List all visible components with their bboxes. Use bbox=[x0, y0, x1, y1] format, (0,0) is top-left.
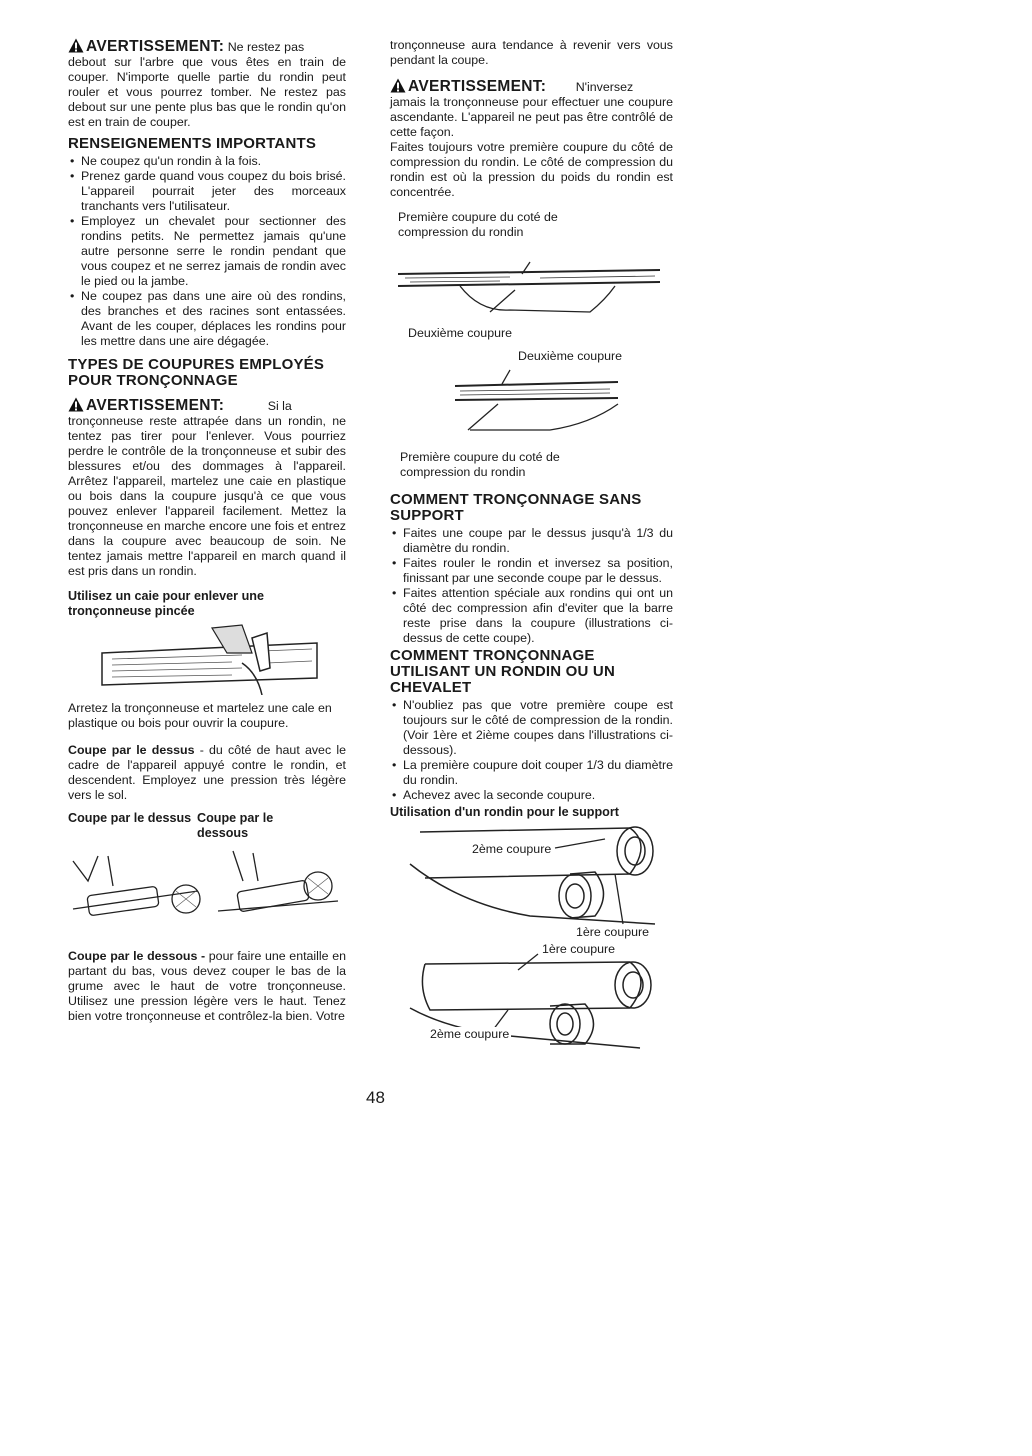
figure-caption-bottom-cut: Coupe par le dessous bbox=[197, 811, 274, 840]
log-support-figure-1 bbox=[390, 824, 673, 942]
compression-bottom-illustration bbox=[390, 364, 673, 444]
list-item: • Faites une coupe par le dessus jusqu'à 1/3 du diamètre du rondin. bbox=[390, 526, 673, 556]
fig3-label-2nd-cut: 2ème coupure bbox=[472, 842, 552, 856]
list-item: • Faites rouler le rondin et inversez sa position, finissant par une seconde coupe par le dessus. bbox=[390, 556, 673, 586]
warning-2: AVERTISSEMENT: Si la tronçonneuse reste attrapée dans un rondin, ne tentez pas tirer pour l'enlever. Vous pourriez perdre le contrôle de la tronçonneuse et subir des blessures et/ou des dommages à l'appareil. Arrêtez l'appareil, martelez une caie en plastique ou bois dans la coupure jusqu'à ce que vous pouvez enlever l'appareil facilement. Mettez la tronçonneuse en marche encore une fois et entrez dans la coupure avec beaucoup de soin. Ne tentez jamais mettre l'appareil en march quand il est pris dans un rondin. bbox=[68, 397, 346, 578]
no-support-list bbox=[390, 526, 673, 646]
warning-triangle-icon bbox=[68, 397, 84, 412]
bottom-cut-label: Coupe par le dessous - bbox=[68, 949, 206, 963]
section-title: COMMENT TRONÇONNAGE UTILISANT UN RONDIN OU UN CHEVALET bbox=[390, 647, 615, 696]
log-support-figure-2 bbox=[390, 942, 673, 1052]
cut-figures bbox=[68, 811, 346, 841]
section-title: TYPES DE COUPURES EMPLOYÉS POUR TRONÇONNAGE bbox=[68, 356, 325, 389]
list-item: • La première coupure doit couper 1/3 du diamètre du rondin. bbox=[390, 758, 673, 788]
list-item: • N'oubliez pas que votre première coupe est toujours sur le côté de compression de la rondin. (Voir 1ère et 2ième coupes dans l'illustrations ci-dessous). bbox=[390, 698, 673, 758]
page-number: 48 bbox=[366, 1088, 385, 1107]
left-column bbox=[68, 38, 346, 1024]
compression-text: Faites toujours votre première coupure du côté de compression du rondin. Le côté de compression du rondin est où la pression du poids du rondin est concentrée. bbox=[390, 140, 673, 199]
list-item: • Achevez avec la seconde coupure. bbox=[390, 788, 673, 803]
warning-1 bbox=[68, 38, 346, 130]
list-item: • Ne coupez qu'un rondin à la fois. bbox=[68, 154, 346, 169]
section-title: COMMENT TRONÇONNAGE SANS SUPPORT bbox=[390, 491, 642, 524]
warning-triangle-icon bbox=[68, 38, 84, 53]
right-column bbox=[390, 38, 673, 1052]
important-info-list bbox=[68, 154, 346, 349]
fig4-label-2nd-cut: 2ème coupure bbox=[430, 1027, 510, 1041]
wedge-caption: Arretez la tronçonneuse et martelez une cale en plastique ou bois pour ouvrir la coupure. bbox=[68, 701, 332, 730]
fig4-label-1st-cut: 1ère coupure bbox=[542, 942, 616, 956]
section-title: RENSEIGNEMENTS IMPORTANTS bbox=[68, 135, 317, 152]
top-cut-label: Coupe par le dessus bbox=[68, 743, 195, 757]
warning-heading: AVERTISSEMENT: Ne restez pas bbox=[68, 38, 304, 55]
fig1-caption-top: Première coupure du coté de compression du rondin bbox=[398, 210, 558, 239]
fig1-caption-bottom: Deuxième coupure bbox=[408, 326, 513, 340]
fig2-caption-bottom: Première coupure du coté de compression du rondin bbox=[400, 450, 560, 479]
list-item: • Faites attention spéciale aux rondins qui ont un côté dec compression afin d'eviter que la barre reste prise dans la coupure (illustrations ci-dessus de cette coupe). bbox=[390, 586, 673, 646]
support-heading: Utilisation d'un rondin pour le support bbox=[390, 805, 619, 819]
fig2-caption-top: Deuxième coupure bbox=[518, 349, 623, 363]
cut-illustrations bbox=[68, 841, 346, 941]
wedge-heading: Utilisez un caie pour enlever une tronçonneuse pincée bbox=[68, 589, 264, 618]
compression-top-illustration bbox=[390, 240, 673, 320]
continuation-text: tronçonneuse aura tendance à revenir vers vous pendant la coupe. bbox=[390, 38, 673, 67]
wedge-illustration bbox=[92, 623, 322, 695]
warning-3: AVERTISSEMENT: N'inversez jamais la tronçonneuse pour effectuer une coupure ascendante. L'appareil ne peut pas être contrôlé de cette façon. Faites toujours votre première coupure du côté de compression du rondin. Le côté de compression du rondin est où la pression du poids du rondin est concentrée. bbox=[390, 78, 673, 199]
list-item: • Employez un chevalet pour sectionner des rondins petits. Ne permettez jamais qu'une autre personne serre le rondin pendant que vous coupez et ne serrez jamais de rondin avec le pied ou la jambe. bbox=[68, 214, 346, 289]
top-cut-paragraph: Coupe par le dessus - du côté de haut avec le cadre de l'appareil appuyé contre le rondin, et descendent. Employez une pression très légère vers le sol. bbox=[68, 743, 346, 802]
warning-1-text: debout sur l'arbre que vous êtes en train de couper. N'importe quelle partie du rondin peut rouler et vous pourrez tomber. Ne restez pas debout sur une pente plus bas que le rondin qu'on est en train de couper. bbox=[68, 55, 346, 129]
warning-3-text: jamais la tronçonneuse pour effectuer une coupure ascendante. L'appareil ne peut pas être contrôlé de cette façon. bbox=[390, 95, 673, 139]
list-item: • Ne coupez pas dans une aire où des rondins, des branches et des racines sont entassées. Avant de les couper, déplaces les rondins pour les mettre dans une aire dégagée. bbox=[68, 289, 346, 349]
warning-2-text: tronçonneuse reste attrapée dans un rondin, ne tentez pas tirer pour l'enlever. Vous pourriez perdre le contrôle de la tronçonneuse et subir des blessures et/ou des dommages à l'appareil. Arrêtez l'appareil, martelez une caie en plastique ou bois dans la coupure jusqu'à ce que vous pouvez enlever l'appareil facilement. Mettez la tronçonneuse en marche encore une fois et entrez dans la coupure avec beaucoup de soin. Ne tentez jamais mettre l'appareil en march quand il est pris dans un rondin. bbox=[68, 414, 346, 578]
list-item: • Prenez garde quand vous coupez du bois brisé. L'appareil pourrait jeter des morceaux tranchants vers l'utilisateur. bbox=[68, 169, 346, 214]
fig3-label-1st-cut: 1ère coupure bbox=[576, 925, 650, 939]
figure-caption-top-cut: Coupe par le dessus bbox=[68, 811, 192, 825]
support-list bbox=[390, 698, 673, 803]
bottom-cut-paragraph: Coupe par le dessous - pour faire une entaille en partant du bas, vous devez couper le bas de la grume avec le haut de votre tronçonneuse. Utilisez une pression légère vers le haut. Tenez bien votre tronçonneuse et contrôlez-la bien. Votre bbox=[68, 949, 346, 1023]
warning-triangle-icon bbox=[390, 78, 406, 93]
